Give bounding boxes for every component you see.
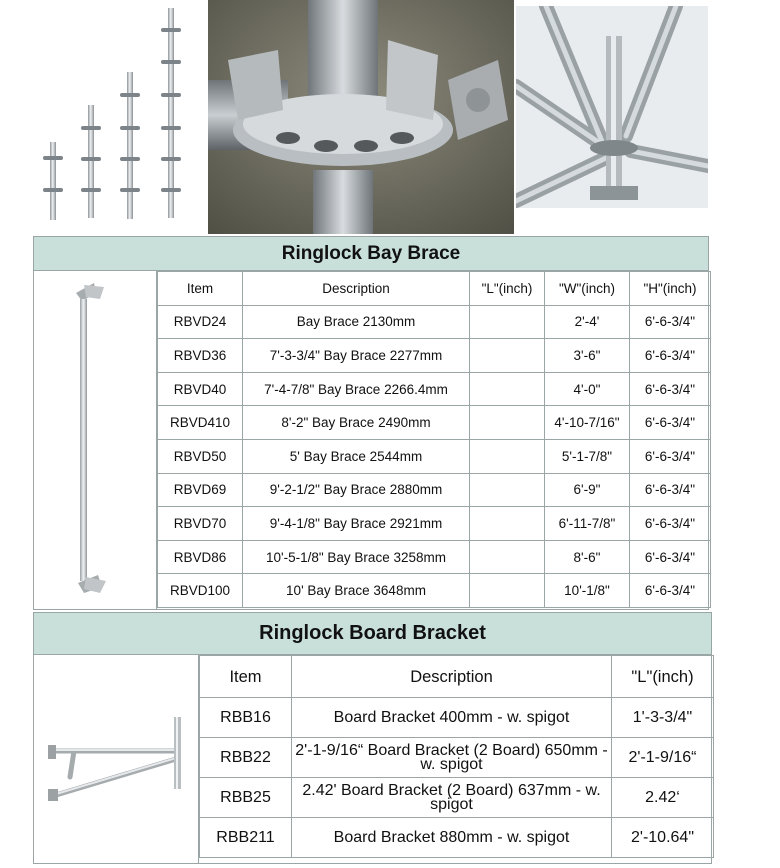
- header-height: "H"(inch): [630, 272, 711, 306]
- cell-width: 4'-10-7/16": [545, 406, 630, 440]
- cell-description: 7'-4-7/8" Bay Brace 2266.4mm: [243, 372, 470, 406]
- cell-length: 2.42‘: [612, 778, 714, 818]
- header-width: "W"(inch): [545, 272, 630, 306]
- cell-width: 3'-6": [545, 339, 630, 373]
- cell-height: 6'-6-3/4": [630, 406, 711, 440]
- board-bracket-image-cell: [34, 655, 199, 863]
- assembly-photo: [516, 6, 708, 208]
- table-row: [158, 339, 711, 373]
- table-row: [158, 305, 711, 339]
- table-row: [200, 698, 714, 738]
- cell-description: 10'-5-1/8" Bay Brace 3258mm: [243, 540, 470, 574]
- cell-item: RBB25: [200, 778, 292, 818]
- cell-item: RBVD410: [158, 406, 243, 440]
- cell-item: RBVD24: [158, 305, 243, 339]
- standards-photo: [30, 0, 206, 234]
- cell-width: 4'-0": [545, 372, 630, 406]
- cell-width: 6'-11-7/8": [545, 507, 630, 541]
- cell-item: RBVD100: [158, 574, 243, 608]
- table-row: [200, 778, 714, 818]
- cell-width: 5'-1-7/8": [545, 439, 630, 473]
- cell-description: 5' Bay Brace 2544mm: [243, 439, 470, 473]
- rosette-photo: [208, 0, 514, 234]
- cell-description: Bay Brace 2130mm: [243, 305, 470, 339]
- cell-description: 10' Bay Brace 3648mm: [243, 574, 470, 608]
- cell-item: RBVD50: [158, 439, 243, 473]
- board-bracket-table: [199, 655, 714, 858]
- table-row: [158, 406, 711, 440]
- cell-height: 6'-6-3/4": [630, 439, 711, 473]
- cell-description: 9'-2-1/2" Bay Brace 2880mm: [243, 473, 470, 507]
- cell-item: RBB22: [200, 738, 292, 778]
- cell-item: RBVD86: [158, 540, 243, 574]
- table-row: [158, 540, 711, 574]
- cell-length: [470, 406, 545, 440]
- bay-brace-title: Ringlock Bay Brace: [34, 237, 708, 271]
- scaffold-assembly-illustration: [516, 6, 708, 208]
- cell-height: 6'-6-3/4": [630, 507, 711, 541]
- table-row: [158, 574, 711, 608]
- board-bracket-section: [33, 612, 712, 864]
- bay-brace-table: [157, 271, 711, 608]
- cell-item: RBB211: [200, 818, 292, 858]
- header-length: "L"(inch): [612, 656, 714, 698]
- bay-brace-section: [33, 236, 709, 610]
- header-item: Item: [200, 656, 292, 698]
- cell-description: 2'-1-9/16“ Board Bracket (2 Board) 650mm - w. spigot: [292, 738, 612, 778]
- cell-length: 1'-3-3/4": [612, 698, 714, 738]
- cell-width: 8'-6": [545, 540, 630, 574]
- board-bracket-title: Ringlock Board Bracket: [34, 613, 711, 655]
- cell-length: 2'-10.64": [612, 818, 714, 858]
- cell-description: Board Bracket 400mm - w. spigot: [292, 698, 612, 738]
- cell-height: 6'-6-3/4": [630, 372, 711, 406]
- cell-length: [470, 473, 545, 507]
- cell-length: [470, 439, 545, 473]
- cell-height: 6'-6-3/4": [630, 574, 711, 608]
- table-header-row: [200, 656, 714, 698]
- table-row: [200, 738, 714, 778]
- cell-width: 10'-1/8": [545, 574, 630, 608]
- header-length: "L"(inch): [470, 272, 545, 306]
- cell-description: 9'-4-1/8" Bay Brace 2921mm: [243, 507, 470, 541]
- cell-width: 2'-4': [545, 305, 630, 339]
- cell-length: 2'-1-9/16“: [612, 738, 714, 778]
- cell-description: Board Bracket 880mm - w. spigot: [292, 818, 612, 858]
- table-row: [158, 507, 711, 541]
- cell-length: [470, 372, 545, 406]
- cell-height: 6'-6-3/4": [630, 339, 711, 373]
- cell-length: [470, 339, 545, 373]
- cell-height: 6'-6-3/4": [630, 473, 711, 507]
- table-row: [158, 439, 711, 473]
- header-description: Description: [292, 656, 612, 698]
- scaffold-standards-illustration: [30, 0, 206, 234]
- table-row: [200, 818, 714, 858]
- header-description: Description: [243, 272, 470, 306]
- cell-height: 6'-6-3/4": [630, 305, 711, 339]
- cell-length: [470, 305, 545, 339]
- bay-brace-illustration: [34, 271, 157, 609]
- cell-height: 6'-6-3/4": [630, 540, 711, 574]
- cell-item: RBVD70: [158, 507, 243, 541]
- cell-width: 6'-9": [545, 473, 630, 507]
- cell-description: 2.42' Board Bracket (2 Board) 637mm - w. spigot: [292, 778, 612, 818]
- bay-brace-image-cell: [34, 271, 157, 609]
- rosette-closeup-illustration: [208, 0, 514, 234]
- cell-item: RBVD36: [158, 339, 243, 373]
- cell-item: RBB16: [200, 698, 292, 738]
- table-header-row: [158, 272, 711, 306]
- board-bracket-illustration: [34, 655, 199, 865]
- cell-length: [470, 507, 545, 541]
- cell-length: [470, 574, 545, 608]
- header-item: Item: [158, 272, 243, 306]
- table-row: [158, 473, 711, 507]
- cell-length: [470, 540, 545, 574]
- cell-description: 7'-3-3/4" Bay Brace 2277mm: [243, 339, 470, 373]
- cell-description: 8'-2" Bay Brace 2490mm: [243, 406, 470, 440]
- table-row: [158, 372, 711, 406]
- cell-item: RBVD69: [158, 473, 243, 507]
- cell-item: RBVD40: [158, 372, 243, 406]
